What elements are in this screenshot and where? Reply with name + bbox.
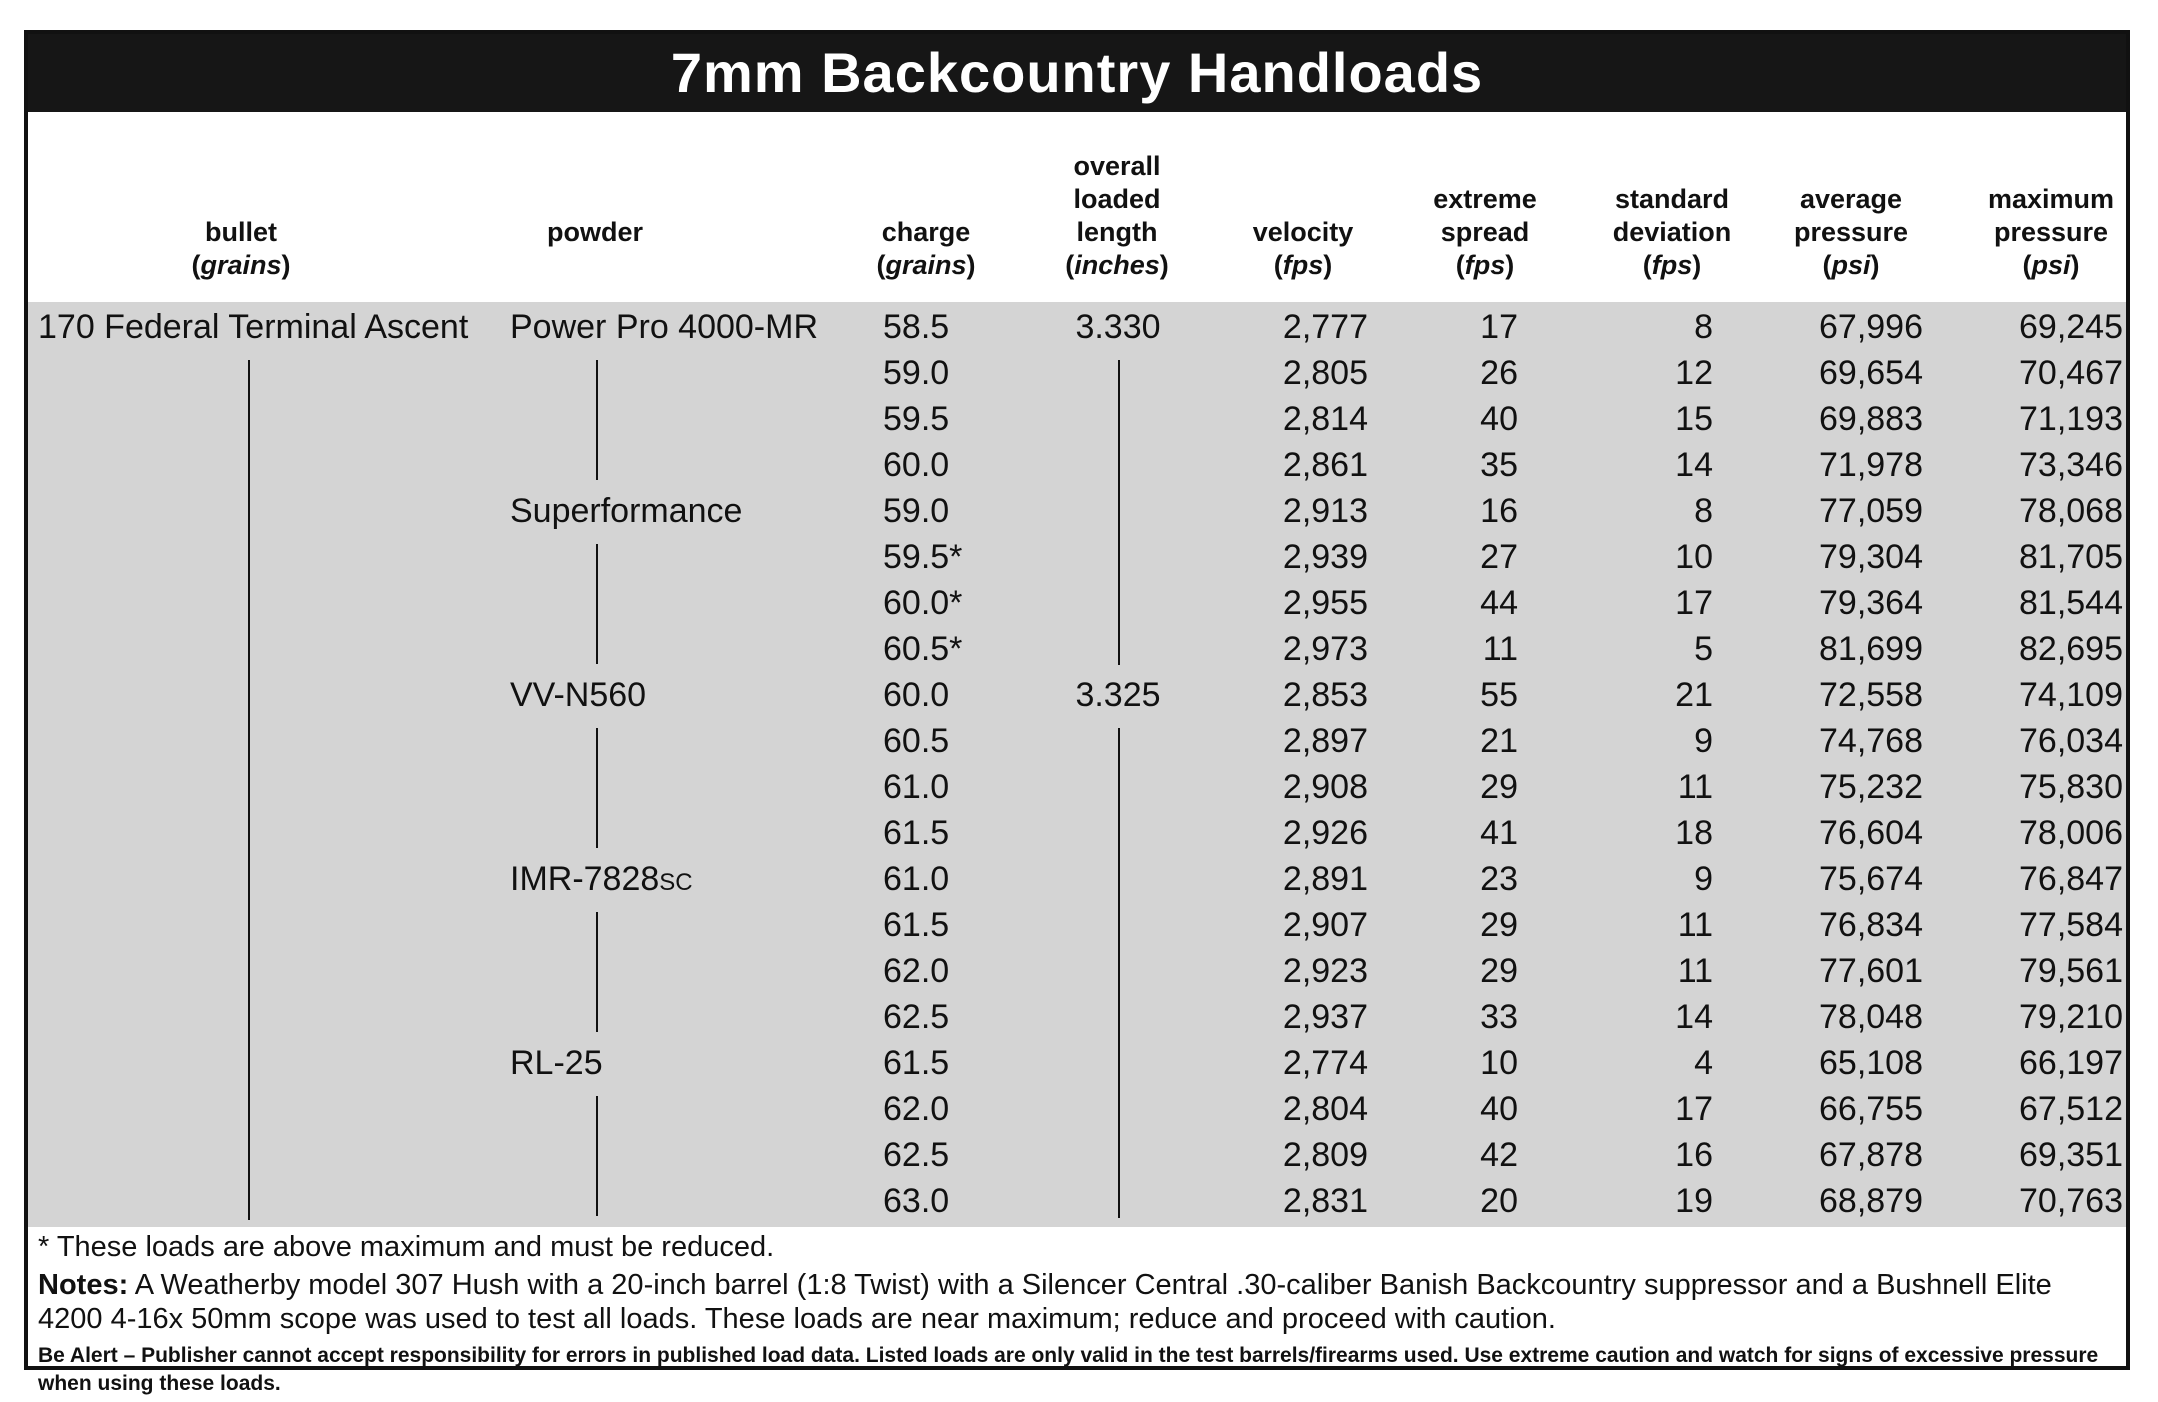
charge-cell: 61.5	[883, 814, 950, 852]
maximum-pressure-cell: 79,561	[2019, 952, 2123, 990]
average-pressure-cell: 77,601	[1819, 952, 1923, 990]
standard-deviation-cell: 8	[1694, 308, 1713, 346]
maximum-pressure-cell: 78,068	[2019, 492, 2123, 530]
charge-cell: 58.5	[883, 308, 950, 346]
table-header	[28, 112, 2126, 302]
header-charge: charge (grains)	[876, 217, 976, 280]
disclaimer: Be Alert – Publisher cannot accept responsibility for errors in published load data. Listed loads are only valid in the test barrels/firearms used. Use extreme caution and watch for signs of excessive pressure when using these loads.	[38, 1344, 2099, 1395]
maximum-pressure-cell: 71,193	[2019, 400, 2123, 438]
velocity-cell: 2,831	[1282, 1182, 1368, 1220]
average-pressure-cell: 78,048	[1819, 998, 1923, 1036]
maximum-pressure-cell: 75,830	[2019, 768, 2123, 806]
header-bullet: bullet (grains)	[191, 217, 291, 280]
bullet-name: 170 Federal Terminal Ascent	[38, 308, 469, 346]
extreme-spread-cell: 10	[1480, 1044, 1518, 1082]
maximum-pressure-cell: 81,544	[2019, 584, 2123, 622]
average-pressure-cell: 81,699	[1819, 630, 1923, 668]
velocity-cell: 2,913	[1282, 492, 1368, 530]
powder-rl-25: RL-25	[510, 1044, 603, 1082]
header-standard-deviation: standard deviation (fps)	[1612, 184, 1732, 280]
maximum-pressure-cell: 74,109	[2019, 676, 2123, 714]
velocity-cell: 2,937	[1282, 998, 1368, 1036]
velocity-cell: 2,939	[1282, 538, 1368, 576]
velocity-cell: 2,908	[1282, 768, 1368, 806]
charge-cell: 62.5	[883, 998, 950, 1036]
load-data-table	[24, 30, 2130, 1395]
extreme-spread-cell: 29	[1480, 768, 1518, 806]
standard-deviation-cell: 8	[1694, 492, 1713, 530]
maximum-pressure-cell: 67,512	[2019, 1090, 2123, 1128]
table-row	[28, 1040, 2126, 1086]
charge-cell: 59.0	[883, 354, 950, 392]
maximum-pressure-cell: 77,584	[2019, 906, 2123, 944]
extreme-spread-cell: 40	[1480, 1090, 1518, 1128]
velocity-cell: 2,926	[1282, 814, 1368, 852]
charge-cell: 59.5*	[883, 538, 963, 576]
velocity-cell: 2,805	[1282, 354, 1368, 392]
extreme-spread-cell: 33	[1480, 998, 1518, 1036]
maximum-pressure-cell: 76,034	[2019, 722, 2123, 760]
charge-cell: 63.0	[883, 1182, 950, 1220]
charge-cell: 61.0	[883, 860, 950, 898]
extreme-spread-cell: 55	[1480, 676, 1518, 714]
average-pressure-cell: 76,604	[1819, 814, 1923, 852]
velocity-cell: 2,897	[1282, 722, 1368, 760]
table-notes	[38, 1230, 2118, 1398]
standard-deviation-cell: 11	[1677, 768, 1713, 806]
average-pressure-cell: 69,883	[1819, 400, 1923, 438]
powder-vv-n560: VV-N560	[510, 676, 647, 714]
standard-deviation-cell: 12	[1675, 354, 1713, 392]
velocity-cell: 2,891	[1282, 860, 1368, 898]
maximum-pressure-cell: 73,346	[2019, 446, 2123, 484]
standard-deviation-cell: 9	[1694, 722, 1713, 760]
standard-deviation-cell: 19	[1675, 1182, 1713, 1220]
header-powder: powder	[546, 217, 644, 247]
standard-deviation-cell: 18	[1675, 814, 1713, 852]
standard-deviation-cell: 10	[1675, 538, 1713, 576]
oal-value-1: 3.330	[1075, 308, 1161, 346]
table-row	[28, 304, 2126, 350]
maximum-pressure-cell: 76,847	[2019, 860, 2123, 898]
standard-deviation-cell: 16	[1675, 1136, 1713, 1174]
table-row	[28, 534, 2126, 580]
extreme-spread-cell: 17	[1480, 308, 1518, 346]
extreme-spread-cell: 41	[1480, 814, 1518, 852]
header-extreme-spread: extreme spread (fps)	[1433, 184, 1537, 280]
maximum-pressure-cell: 70,467	[2019, 354, 2123, 392]
table-row	[28, 626, 2126, 672]
powder-power-pro: Power Pro 4000-MR	[510, 308, 819, 346]
standard-deviation-cell: 17	[1675, 584, 1713, 622]
standard-deviation-cell: 4	[1694, 1044, 1713, 1082]
velocity-cell: 2,804	[1282, 1090, 1368, 1128]
standard-deviation-cell: 21	[1675, 676, 1713, 714]
average-pressure-cell: 79,304	[1819, 538, 1923, 576]
standard-deviation-cell: 9	[1694, 860, 1713, 898]
extreme-spread-cell: 40	[1480, 400, 1518, 438]
standard-deviation-cell: 11	[1677, 906, 1713, 944]
velocity-cell: 2,853	[1282, 676, 1368, 714]
extreme-spread-cell: 27	[1480, 538, 1518, 576]
oal-value-2: 3.325	[1075, 676, 1161, 714]
charge-cell: 59.0	[883, 492, 950, 530]
average-pressure-cell: 74,768	[1819, 722, 1923, 760]
table-row	[28, 1178, 2126, 1224]
extreme-spread-cell: 26	[1480, 354, 1518, 392]
average-pressure-cell: 75,232	[1819, 768, 1923, 806]
velocity-cell: 2,809	[1282, 1136, 1368, 1174]
charge-cell: 62.0	[883, 1090, 950, 1128]
header-maximum-pressure: maximum pressure (psi)	[1987, 184, 2115, 280]
test-notes: Notes: A Weatherby model 307 Hush with a 20-inch barrel (1:8 Twist) with a Silencer Central .30-caliber Banish Backcountry suppressor and a Bushnell Elite 4200 4-16x 50mm scope was used to test all loads. These loads are near maximum; reduce and proceed with caution.	[38, 1269, 2052, 1335]
maximum-pressure-cell: 70,763	[2019, 1182, 2123, 1220]
charge-cell: 61.0	[883, 768, 950, 806]
maximum-pressure-cell: 66,197	[2019, 1044, 2123, 1082]
charge-cell: 61.5	[883, 906, 950, 944]
average-pressure-cell: 67,878	[1819, 1136, 1923, 1174]
table-row	[28, 718, 2126, 764]
charge-cell: 60.0*	[883, 584, 963, 622]
table-row	[28, 764, 2126, 810]
average-pressure-cell: 65,108	[1819, 1044, 1923, 1082]
charge-cell: 62.0	[883, 952, 950, 990]
extreme-spread-cell: 35	[1480, 446, 1518, 484]
average-pressure-cell: 69,654	[1819, 354, 1923, 392]
table-title: 7mm Backcountry Handloads	[28, 34, 2126, 112]
header-oal: overall loaded length (inches)	[1065, 151, 1169, 280]
charge-cell: 61.5	[883, 1044, 950, 1082]
charge-cell: 59.5	[883, 400, 950, 438]
table-row	[28, 396, 2126, 442]
powder-superformance: Superformance	[510, 492, 743, 530]
table-row	[28, 902, 2126, 948]
standard-deviation-cell: 14	[1675, 446, 1713, 484]
average-pressure-cell: 76,834	[1819, 906, 1923, 944]
standard-deviation-cell: 17	[1675, 1090, 1713, 1128]
average-pressure-cell: 66,755	[1819, 1090, 1923, 1128]
charge-cell: 62.5	[883, 1136, 950, 1174]
table-row	[28, 488, 2126, 534]
average-pressure-cell: 75,674	[1819, 860, 1923, 898]
extreme-spread-cell: 21	[1480, 722, 1518, 760]
velocity-cell: 2,923	[1282, 952, 1368, 990]
table-row	[28, 672, 2126, 718]
table-row	[28, 442, 2126, 488]
table-body	[28, 302, 2126, 1227]
charge-cell: 60.5	[883, 722, 950, 760]
average-pressure-cell: 79,364	[1819, 584, 1923, 622]
extreme-spread-cell: 11	[1482, 630, 1518, 668]
maximum-pressure-cell: 69,245	[2019, 308, 2123, 346]
standard-deviation-cell: 14	[1675, 998, 1713, 1036]
velocity-cell: 2,861	[1282, 446, 1368, 484]
table-row	[28, 856, 2126, 902]
extreme-spread-cell: 42	[1480, 1136, 1518, 1174]
maximum-pressure-cell: 78,006	[2019, 814, 2123, 852]
charge-cell: 60.5*	[883, 630, 963, 668]
table-row	[28, 1086, 2126, 1132]
table-row	[28, 810, 2126, 856]
average-pressure-cell: 71,978	[1819, 446, 1923, 484]
extreme-spread-cell: 23	[1480, 860, 1518, 898]
average-pressure-cell: 68,879	[1819, 1182, 1923, 1220]
asterisk-note: * These loads are above maximum and must be reduced.	[38, 1231, 775, 1263]
standard-deviation-cell: 5	[1694, 630, 1713, 668]
maximum-pressure-cell: 69,351	[2019, 1136, 2123, 1174]
table-row	[28, 350, 2126, 396]
extreme-spread-cell: 16	[1480, 492, 1518, 530]
average-pressure-cell: 72,558	[1819, 676, 1923, 714]
table-row	[28, 994, 2126, 1040]
charge-cell: 60.0	[883, 446, 950, 484]
maximum-pressure-cell: 82,695	[2019, 630, 2123, 668]
table-row	[28, 580, 2126, 626]
header-velocity: velocity (fps)	[1252, 217, 1354, 280]
velocity-cell: 2,774	[1282, 1044, 1368, 1082]
extreme-spread-cell: 20	[1480, 1182, 1518, 1220]
velocity-cell: 2,973	[1282, 630, 1368, 668]
extreme-spread-cell: 44	[1480, 584, 1518, 622]
velocity-cell: 2,777	[1282, 308, 1368, 346]
charge-cell: 60.0	[883, 676, 950, 714]
velocity-cell: 2,814	[1282, 400, 1368, 438]
header-average-pressure: average pressure (psi)	[1793, 184, 1909, 280]
velocity-cell: 2,955	[1282, 584, 1368, 622]
average-pressure-cell: 77,059	[1819, 492, 1923, 530]
standard-deviation-cell: 11	[1677, 952, 1713, 990]
extreme-spread-cell: 29	[1480, 952, 1518, 990]
table-row	[28, 948, 2126, 994]
average-pressure-cell: 67,996	[1819, 308, 1923, 346]
table-row	[28, 1132, 2126, 1178]
maximum-pressure-cell: 81,705	[2019, 538, 2123, 576]
powder-imr-7828: IMR-7828SC	[510, 860, 693, 898]
extreme-spread-cell: 29	[1480, 906, 1518, 944]
velocity-cell: 2,907	[1282, 906, 1368, 944]
standard-deviation-cell: 15	[1675, 400, 1713, 438]
maximum-pressure-cell: 79,210	[2019, 998, 2123, 1036]
